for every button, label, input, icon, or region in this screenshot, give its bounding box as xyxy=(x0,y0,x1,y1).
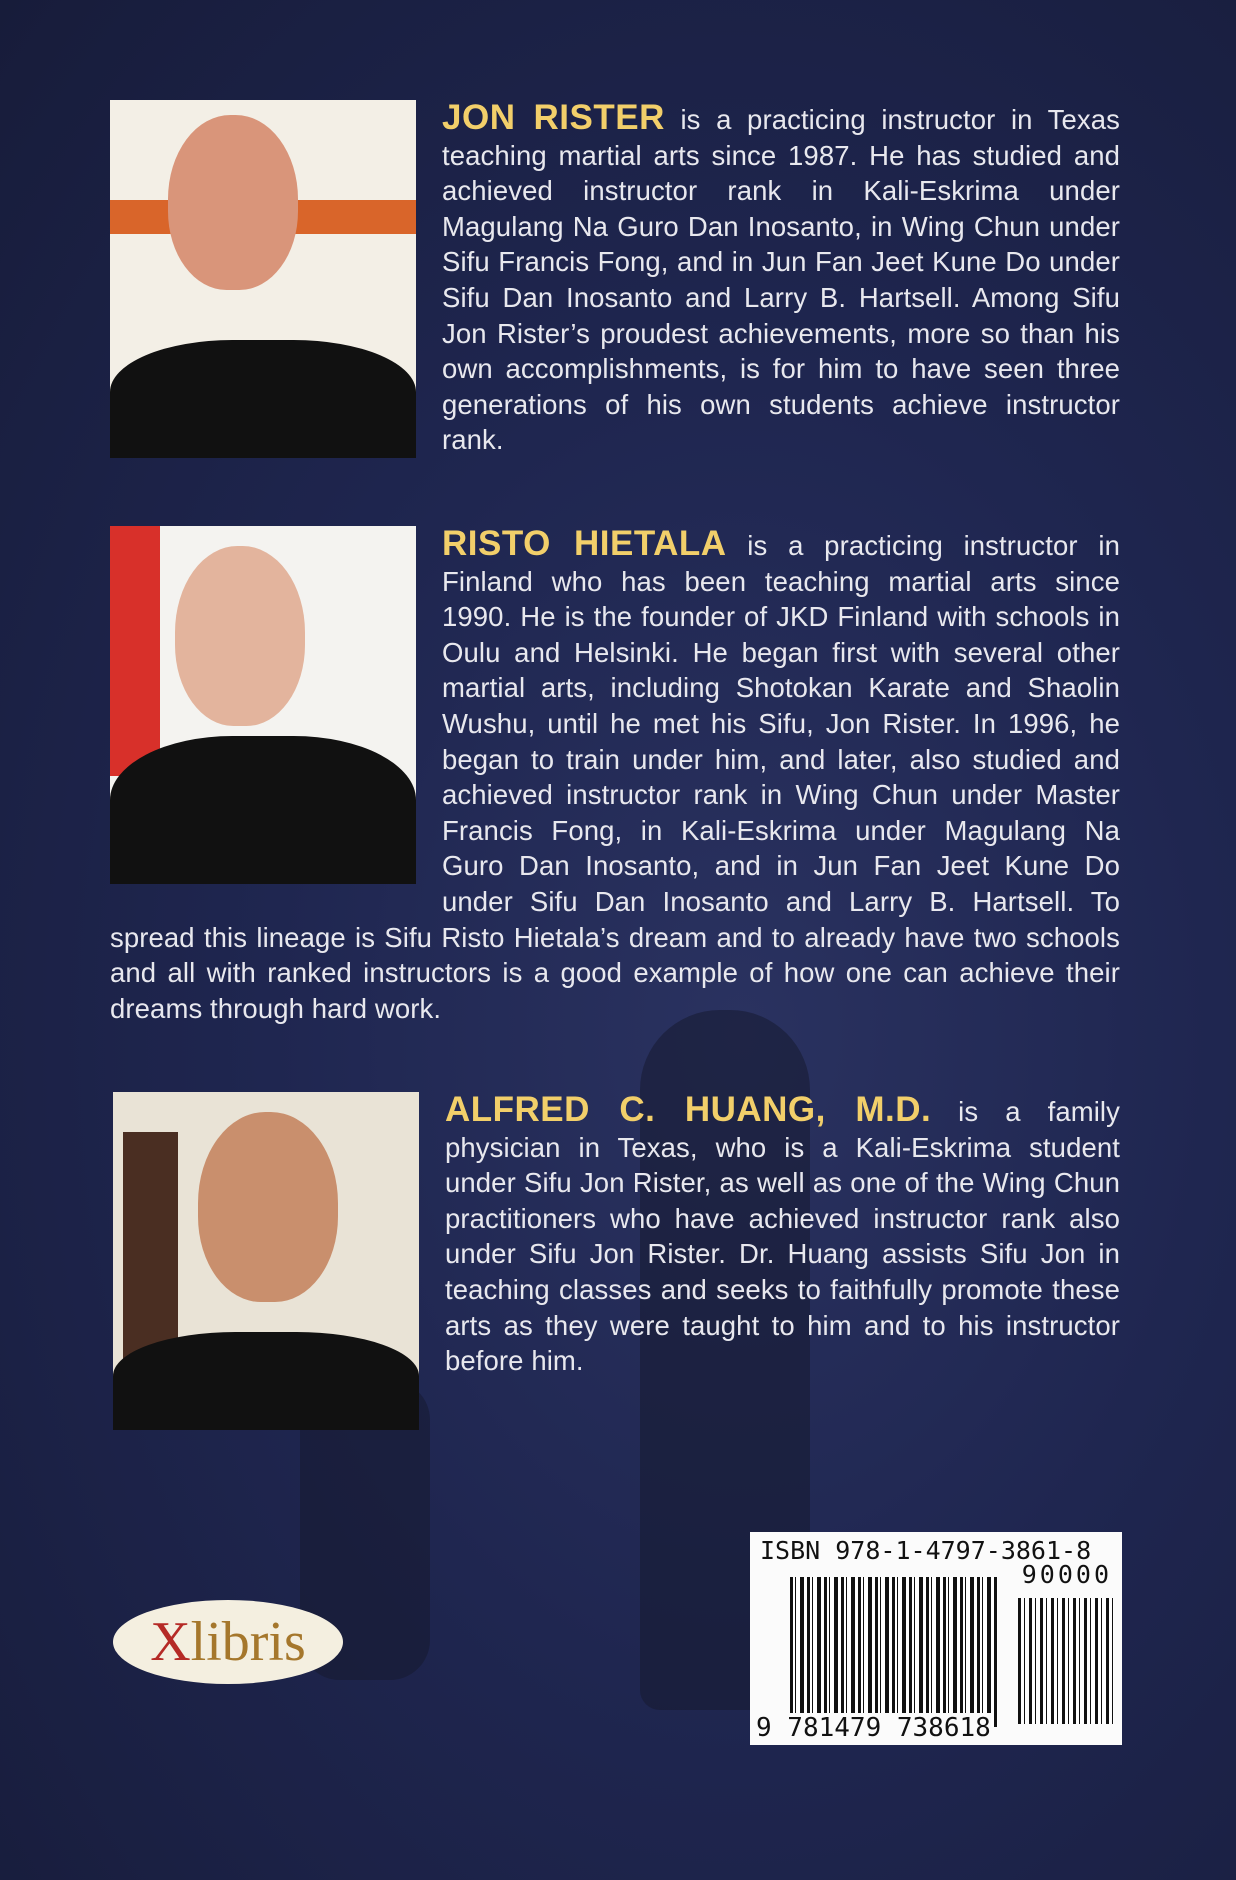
addon-bars xyxy=(1018,1598,1114,1724)
logo-text: libris xyxy=(190,1611,306,1673)
bio-text: is a practicing instructor in Texas teaching martial arts since 1987. He has studied and achieved instructor rank in Kali-Eskrima under Magulang Na Guro Dan Inosanto, in Wing Chun under Sifu Francis Fong, and in Jun Fan Jeet Kune Do under Sifu Dan Inosanto and Larry B. Hartsell. Among Sifu Jon Rister’s proudest achievements, more so than his own accomplishments, is for him to have seen three generations of his own students achieve instructor rank. xyxy=(442,104,1120,456)
ean-digits: 9 781479 738618 xyxy=(756,1713,991,1743)
xlibris-logo xyxy=(113,1600,343,1684)
logo-x: X xyxy=(150,1611,191,1673)
bio-text: is a practicing instructor in Finland who has been teaching martial arts since 1990. He is the founder of JKD Finland with schools in Oulu and Helsinki. He began first with several other martial arts, including Shotokan Karate and Shaolin Wushu, until he met his Sifu, Jon Rister. In 1996, he began to train under him, and later, also studied and achieved instructor rank in Wing Chun under Master Francis Fong, in Kali-Eskrima under Magulang Na Guro Dan Inosanto, and in Jun Fan Jeet Kune Do under Sifu Dan Inosanto and Larry B. Hartsell. To spread this lineage is Sifu Risto Hietala’s dream and to already have two schools and all with ranked instructors is a good example of how one can achieve their dreams through hard work. xyxy=(110,530,1120,1024)
name-alfred-huang: ALFRED C. HUANG, M.D. xyxy=(445,1090,932,1129)
bio-text: is a family physician in Texas, who is a Kali-Eskrima student under Sifu Jon Rister, as well as one of the Wing Chun practitioners who have achieved instructor rank also under Sifu Jon Rister. Dr. Huang assists Sifu Jon in teaching classes and seeks to faithfully promote these arts as they were taught to him and to his instructor before him. xyxy=(445,1096,1120,1377)
bio-jon-rister xyxy=(110,100,1120,466)
price-code: 90000 xyxy=(1021,1560,1112,1589)
photo-risto-hietala xyxy=(110,526,416,884)
isbn-label: ISBN 978-1-4797-3861-8 xyxy=(760,1536,1092,1565)
name-jon-rister: JON RISTER xyxy=(442,98,665,137)
isbn-barcode xyxy=(750,1532,1122,1745)
photo-jon-rister xyxy=(110,100,416,458)
bio-risto-hietala xyxy=(110,526,1120,1026)
bio-alfred-huang xyxy=(113,1092,1120,1438)
name-risto-hietala: RISTO HIETALA xyxy=(442,524,727,563)
photo-alfred-huang xyxy=(113,1092,419,1430)
ean-bars xyxy=(790,1577,998,1727)
